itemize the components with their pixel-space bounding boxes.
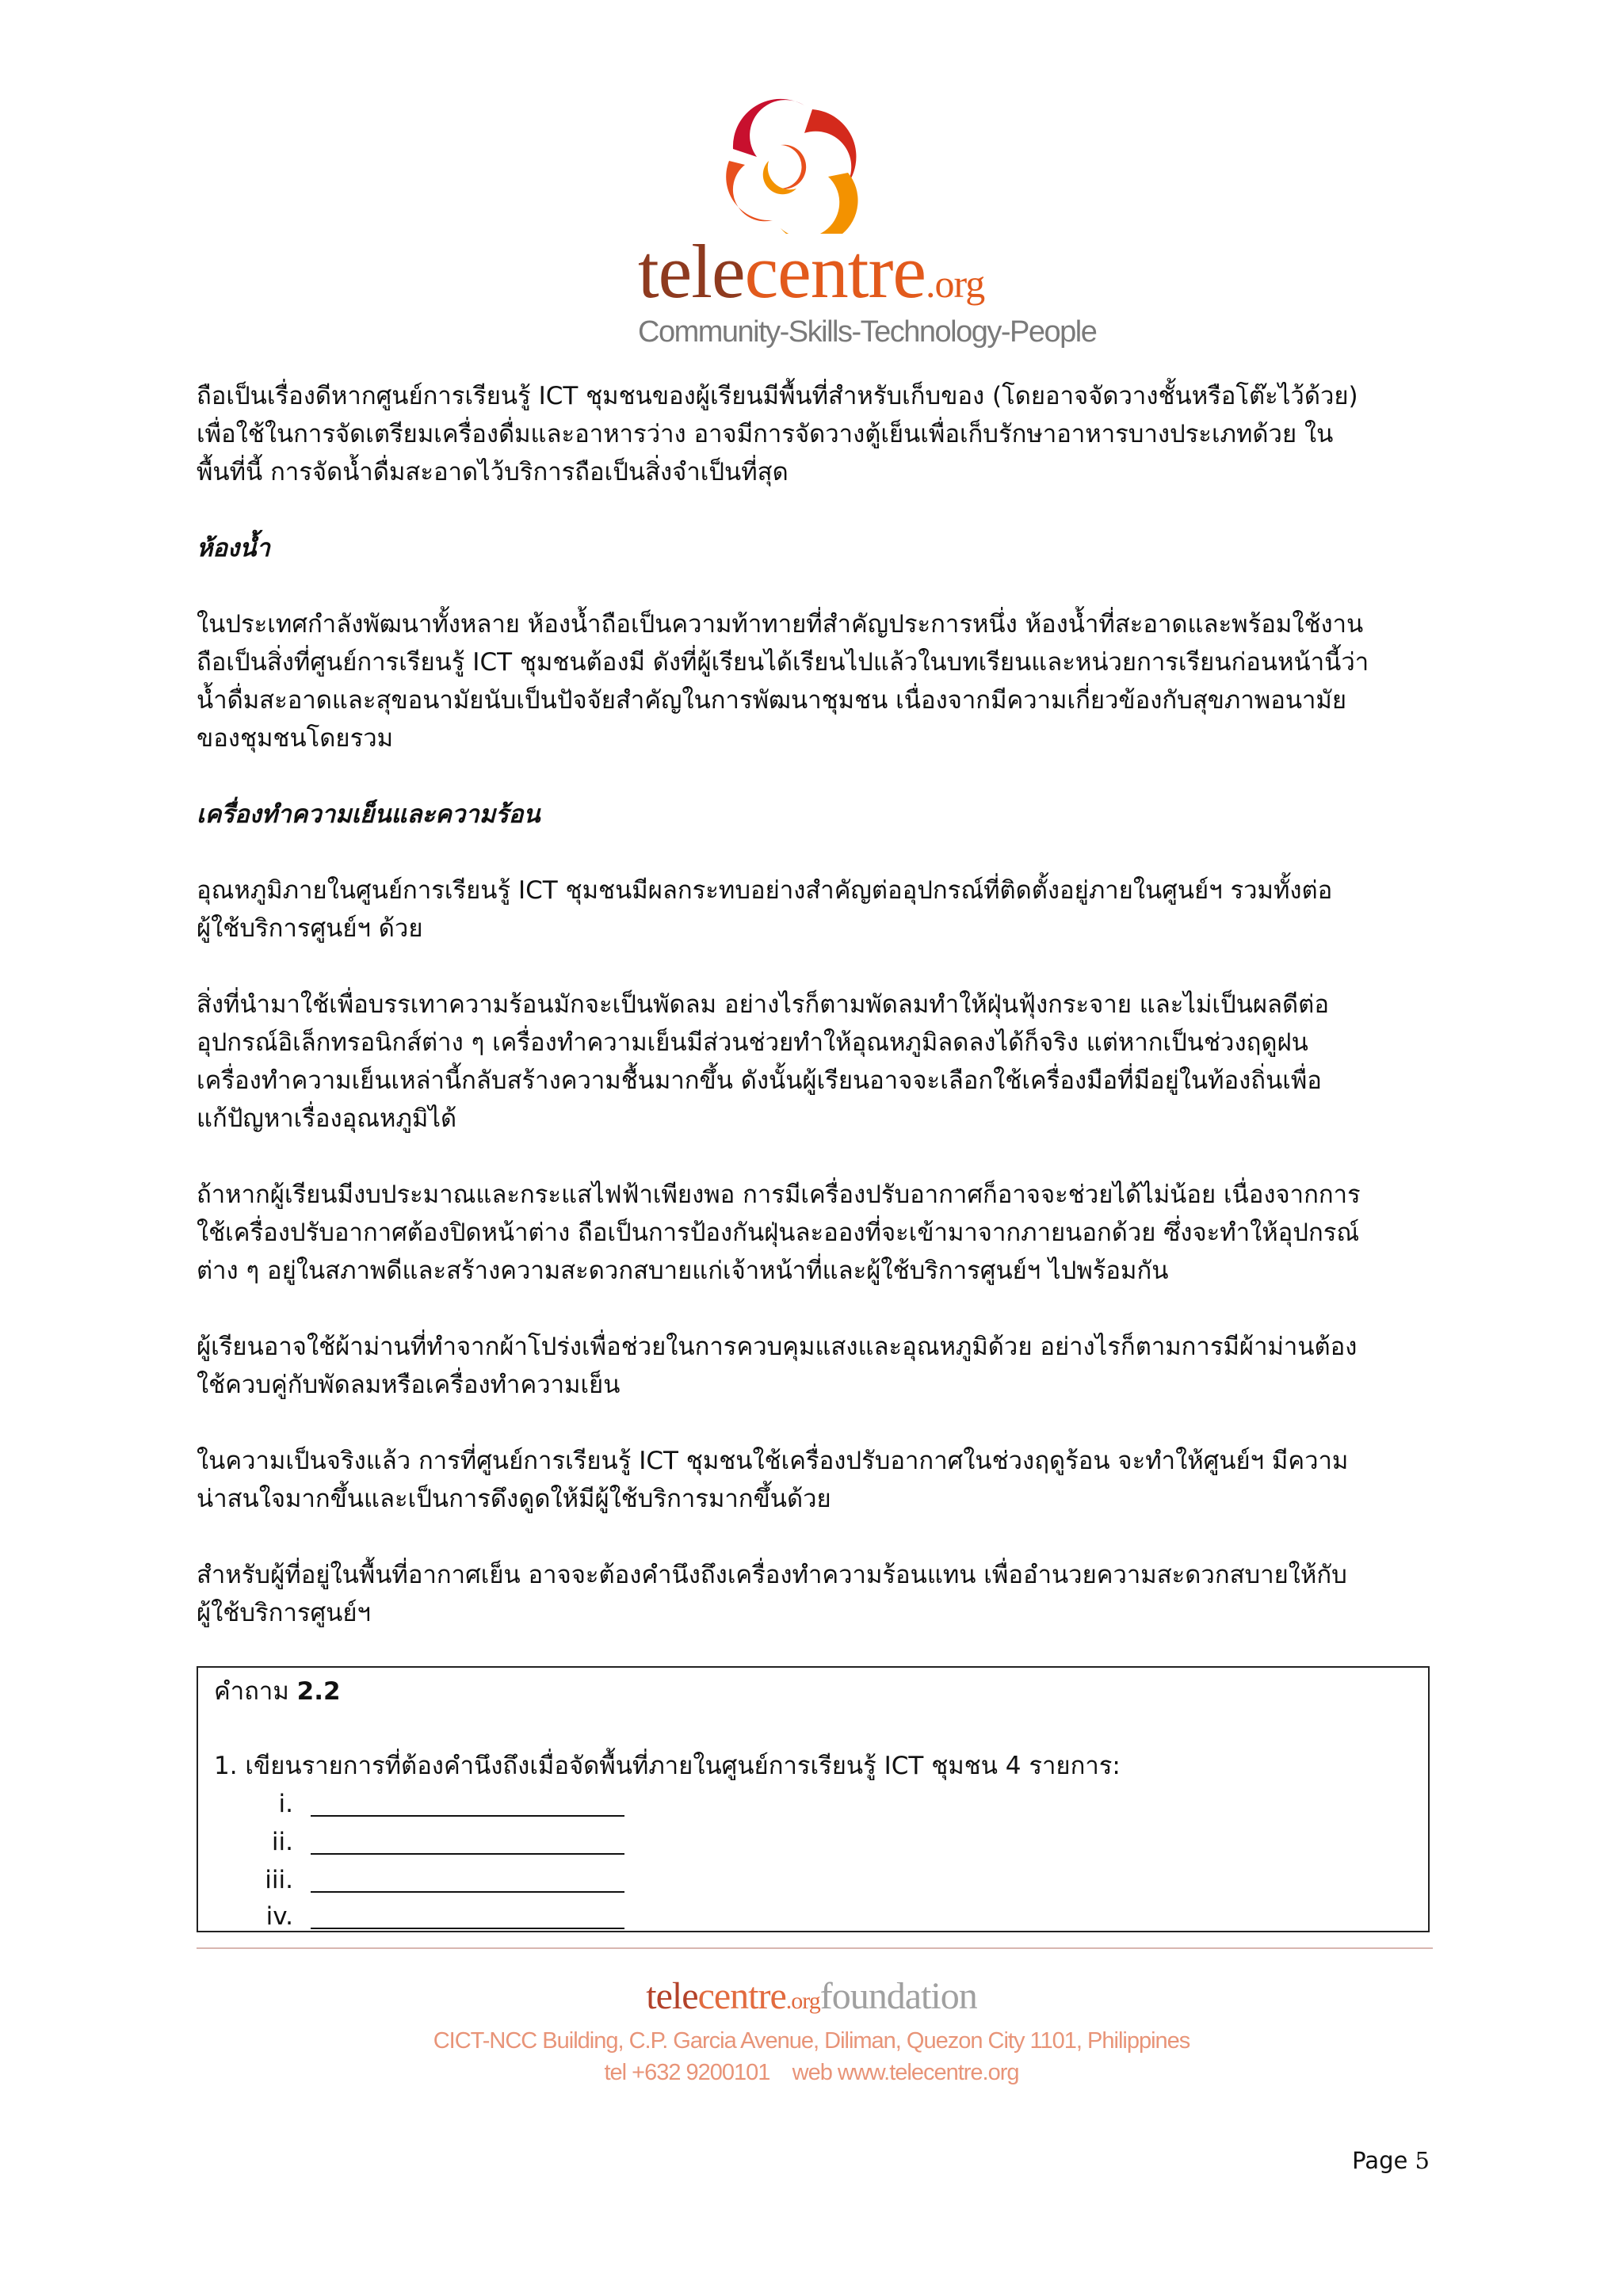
page-number: Page 5 [1352,2147,1430,2174]
answer-item-label: ii. [271,1828,293,1856]
question-box [197,1666,1430,1932]
footer-brand: telecentre.orgfoundation [646,1975,977,2017]
answer-line[interactable] [311,1853,624,1855]
paragraph-storage: ถือเป็นเรื่องดีหากศูนย์การเรียนรู้ ICT ชุมชนของผู้เรียนมีพื้นที่สำหรับเก็บของ (โดยอาจจัดวางชั้นหรือโต๊ะไว้ด้วย) เพื่อใช้ในการจัดเตรียมเครื่องดื่มและอาหารว่าง อาจมีการจัดวางตู้เย็นเพื่อเก็บรักษาอาหารบางประเภทด้วย ใน พื้นที่นี้ การจัดน้ำดื่มสะอาดไว้บริการถือเป็นสิ่งจำเป็นที่สุด [197,382,1358,486]
answer-item-label: iii. [265,1866,293,1894]
telecentre-logo [630,95,1097,357]
paragraph-heating: สำหรับผู้ที่อยู่ในพื้นที่อากาศเย็น อาจจะต้องคำนึงถึงเครื่องทำความร้อนแทน เพื่ออำนวยความสะดวกสบายให้กับ ผู้ใช้บริการศูนย์ฯ [197,1561,1347,1627]
logo-swirl-icon [630,95,995,234]
answer-line[interactable] [311,1891,624,1893]
footer-contact: tel +632 9200101 web www.telecentre.org [604,2060,1019,2085]
logo-tagline: Community-Skills-Technology-People [638,315,1097,349]
answer-line[interactable] [311,1815,624,1817]
question-title: คำถาม 2.2 [214,1677,341,1706]
paragraph-fans: สิ่งที่นำมาใช้เพื่อบรรเทาความร้อนมักจะเป็นพัดลม อย่างไรก็ตามพัดลมทำให้ฝุ่นฟุ้งกระจาย และไม่เป็นผลดีต่อ อุปกรณ์อิเล็กทรอนิกส์ต่าง ๆ เครื่องทำความเย็นมีส่วนช่วยทำให้อุณหภูมิลดลงได้ก็จริง แต่หากเป็นช่วงฤดูฝน เครื่องทำความเย็นเหล่านี้กลับสร้างความชื้นมากขึ้น ดังนั้นผู้เรียนอาจจะเลือกใช้เครื่องมือที่มีอยู่ในท้องถิ่นเพื่อ แก้ปัญหาเรื่องอุณหภูมิได้ [197,990,1329,1133]
answer-item-label: iv. [265,1902,293,1931]
footer-divider [197,1947,1433,1949]
answer-line[interactable] [311,1928,624,1929]
paragraph-restroom: ในประเทศกำลังพัฒนาทั้งหลาย ห้องน้ำถือเป็นความท้าทายที่สำคัญประการหนึ่ง ห้องน้ำที่สะอาดและพร้อมใช้งาน ถือเป็นสิ่งที่ศูนย์การเรียนรู้ ICT ชุมชนต้องมี ดังที่ผู้เรียนได้เรียนไปแล้วในบทเรียนและหน่วยการเรียนก่อนหน้านี้ว่า น้ำดื่มสะอาดและสุขอนามัยนับเป็นปัจจัยสำคัญในการพัฒนาชุมชน เนื่องจากมีความเกี่ยวข้องกับสุขภาพอนามัย ของชุมชนโดยรวม [197,610,1369,753]
logo-wordmark: telecentre.org [638,229,985,314]
heading-restroom: ห้องน้ำ [197,534,270,563]
document-body [197,377,1433,1670]
heading-cooling-heating: เครื่องทำความเย็นและความร้อน [197,800,540,829]
footer-address: CICT-NCC Building, C.P. Garcia Avenue, Diliman, Quezon City 1101, Philippines [433,2028,1190,2054]
paragraph-attraction: ในความเป็นจริงแล้ว การที่ศูนย์การเรียนรู้ ICT ชุมชนใช้เครื่องปรับอากาศในช่วงฤดูร้อน จะทำให้ศูนย์ฯ มีความ น่าสนใจมากขึ้นและเป็นการดึงดูดให้มีผู้ใช้บริการมากขึ้นด้วย [197,1447,1349,1513]
paragraph-air-conditioning: ถ้าหากผู้เรียนมีงบประมาณและกระแสไฟฟ้าเพียงพอ การมีเครื่องปรับอากาศก็อาจจะช่วยได้ไม่น้อย เนื่องจากการ ใช้เครื่องปรับอากาศต้องปิดหน้าต่าง ถือเป็นการป้องกันฝุ่นละอองที่จะเข้ามาจากภายนอกด้วย ซึ่งจะทำให้อุปกรณ์ ต่าง ๆ อยู่ในสภาพดีและสร้างความสะดวกสบายแก่เจ้าหน้าที่และผู้ใช้บริการศูนย์ฯ ไปพร้อมกัน [197,1180,1361,1285]
paragraph-temperature: อุณหภูมิภายในศูนย์การเรียนรู้ ICT ชุมชนมีผลกระทบอย่างสำคัญต่ออุปกรณ์ที่ติดตั้งอยู่ภายในศูนย์ฯ รวมทั้งต่อ ผู้ใช้บริการศูนย์ฯ ด้วย [197,876,1333,943]
answer-item-label: i. [278,1790,293,1818]
paragraph-curtains: ผู้เรียนอาจใช้ผ้าม่านที่ทำจากผ้าโปร่งเพื่อช่วยในการควบคุมแสงและอุณหภูมิด้วย อย่างไรก็ตามการมีผ้าม่านต้อง ใช้ควบคู่กับพัดลมหรือเครื่องทำความเย็น [197,1333,1358,1399]
footer [0,1973,1623,2088]
question-text: 1. เขียนรายการที่ต้องคำนึงถึงเมื่อจัดพื้นที่ภายในศูนย์การเรียนรู้ ICT ชุมชน 4 รายการ: [214,1752,1121,1780]
